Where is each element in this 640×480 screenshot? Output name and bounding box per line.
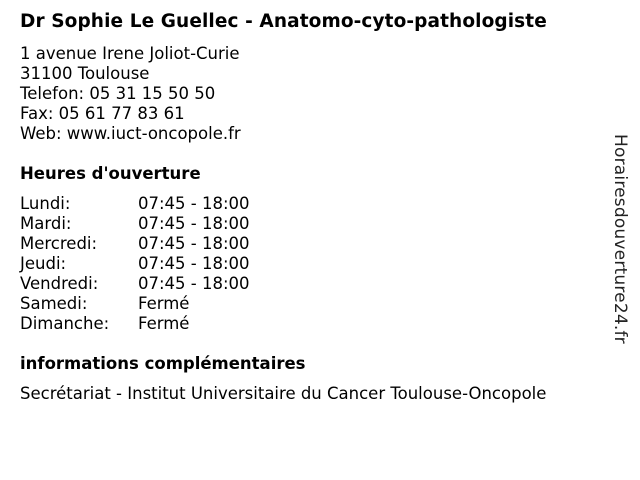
day-label: Lundi: [20, 194, 71, 213]
hours-row-lundi [20, 194, 250, 214]
day-hours: 07:45 - 18:00 [138, 274, 250, 293]
hours-row-dimanche [20, 314, 250, 334]
day-label: Dimanche: [20, 314, 110, 333]
info-heading: informations complémentaires [20, 354, 306, 373]
hours-table [20, 194, 250, 334]
day-label: Mercredi: [20, 234, 98, 253]
day-label: Samedi: [20, 294, 88, 313]
page-title: Dr Sophie Le Guellec - Anatomo-cyto-pathologiste [20, 11, 547, 32]
day-label: Vendredi: [20, 274, 99, 293]
hours-row-samedi [20, 294, 250, 314]
day-hours: 07:45 - 18:00 [138, 194, 250, 213]
day-label: Mardi: [20, 214, 72, 233]
info-text: Secrétariat - Institut Universitaire du Cancer Toulouse-Oncopole [20, 384, 547, 403]
hours-heading: Heures d'ouverture [20, 164, 201, 183]
hours-row-mardi [20, 214, 250, 234]
phone-number: Telefon: 05 31 15 50 50 [20, 84, 216, 103]
day-hours: 07:45 - 18:00 [138, 254, 250, 273]
street-address: 1 avenue Irene Joliot-Curie [20, 44, 240, 63]
hours-row-mercredi [20, 234, 250, 254]
day-hours: Fermé [138, 294, 190, 313]
day-hours: 07:45 - 18:00 [138, 234, 250, 253]
day-label: Jeudi: [20, 254, 67, 273]
site-watermark: Horairesdouverture24.fr [610, 134, 630, 344]
website: Web: www.iuct-oncopole.fr [20, 124, 241, 143]
hours-row-vendredi [20, 274, 250, 294]
day-hours: 07:45 - 18:00 [138, 214, 250, 233]
city-address: 31100 Toulouse [20, 64, 150, 83]
address-block [20, 44, 241, 144]
day-hours: Fermé [138, 314, 190, 333]
fax-number: Fax: 05 61 77 83 61 [20, 104, 185, 123]
hours-row-jeudi [20, 254, 250, 274]
